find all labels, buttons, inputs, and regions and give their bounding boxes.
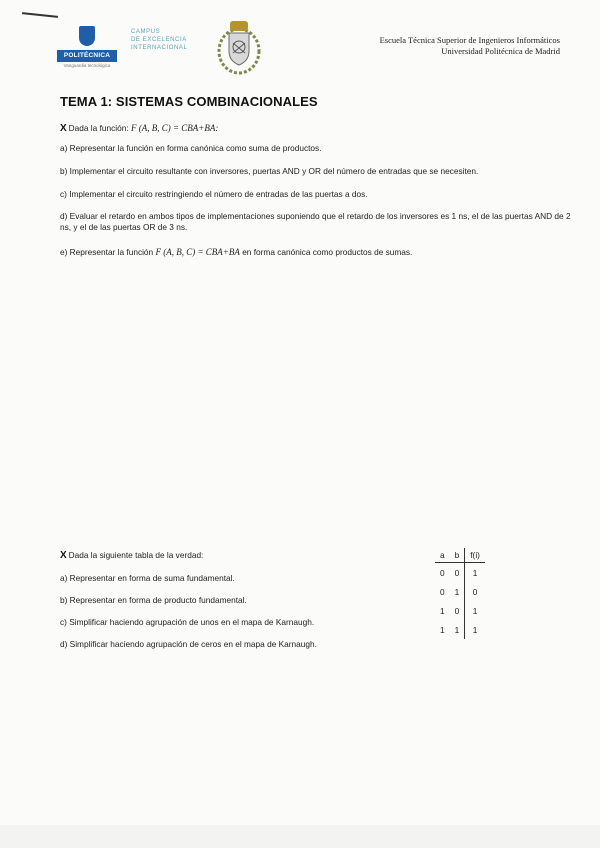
- cell: 1: [454, 624, 460, 635]
- upm-subtitle: Vanguardia tecnológica: [63, 63, 111, 68]
- item-e-prefix: e) Representar la función: [60, 247, 154, 257]
- school-name: [380, 35, 560, 56]
- header-f: f(i): [465, 548, 485, 563]
- campus-line: INTERNACIONAL: [131, 45, 188, 51]
- page-title: TEMA 1: SISTEMAS COMBINACIONALES: [60, 94, 318, 109]
- campus-excelencia-logo: [131, 28, 211, 52]
- check-mark-icon: X: [60, 550, 67, 561]
- cell: 0: [454, 567, 460, 578]
- cell: 0: [440, 567, 445, 578]
- exercise-2-item-d: d) Simplificar haciendo agrupación de ceros en el mapa de Karnaugh.: [60, 639, 317, 649]
- exercise-1-item-a: a) Representar la función en forma canónica como suma de productos.: [60, 143, 322, 153]
- check-mark-icon: X: [60, 123, 67, 134]
- campus-line: CAMPUS: [131, 29, 161, 35]
- cell: 1: [440, 624, 445, 635]
- upm-logo: [57, 26, 117, 74]
- upm-shield-icon: [79, 26, 95, 46]
- cell: 1: [465, 563, 485, 583]
- cell: 1: [454, 586, 460, 597]
- function-expression: F (A, B, C) = CBA+BA:: [130, 123, 219, 133]
- exercise-1-item-c: c) Implementar el circuito restringiendo el número de entradas de las puertas a dos.: [60, 189, 368, 199]
- exercise-1-item-d: d) Evaluar el retardo en ambos tipos de implementaciones suponiendo que el retardo de los inversores es 1 ns, el de las puertas AND de 2 ns, y el de las puertas OR de 3 ns.: [60, 211, 571, 232]
- exercise-2-item-c: c) Simplificar haciendo agrupación de unos en el mapa de Karnaugh.: [60, 617, 315, 627]
- header-b: b: [454, 550, 460, 560]
- exercise-1-item-b: b) Implementar el circuito resultante con inversores, puertas AND y OR del número de entradas que se necesiten.: [60, 166, 479, 176]
- header-a: a: [440, 550, 445, 560]
- exercise-1-intro: [60, 123, 218, 135]
- scan-mark: [22, 12, 58, 18]
- campus-line: DE EXCELENCIA: [131, 37, 187, 43]
- exercise-2-intro: [60, 550, 203, 562]
- school-line2: Universidad Politécnica de Madrid: [441, 45, 560, 56]
- cell: 0: [440, 586, 445, 597]
- school-line1: Escuela Técnica Superior de Ingenieros Informáticos: [379, 35, 560, 45]
- exercise-2-item-a: a) Representar en forma de suma fundamental.: [60, 573, 235, 583]
- intro-text: Dada la siguiente tabla de la verdad:: [68, 550, 204, 560]
- exercise-2-item-b: b) Representar en forma de producto fundamental.: [60, 595, 247, 605]
- cell: 1: [440, 605, 445, 616]
- item-e-suffix: en forma canónica como productos de sumas.: [242, 247, 413, 257]
- table-row: [435, 582, 485, 601]
- intro-text: Dada la función:: [68, 123, 129, 133]
- table-row: [435, 563, 485, 583]
- school-crest-icon: [215, 17, 263, 77]
- table-row: [435, 620, 485, 639]
- table-row: [435, 601, 485, 620]
- cell: 1: [465, 601, 485, 620]
- cell: 0: [465, 582, 485, 601]
- truth-table: [435, 548, 485, 639]
- cell: 1: [465, 620, 485, 639]
- upm-label: POLITÉCNICA: [57, 50, 117, 62]
- scan-bottom-edge: [0, 825, 600, 848]
- item-e-function: F (A, B, C) = CBA+BA: [155, 247, 240, 257]
- cell: 0: [454, 605, 460, 616]
- exercise-1-item-e: [60, 247, 412, 258]
